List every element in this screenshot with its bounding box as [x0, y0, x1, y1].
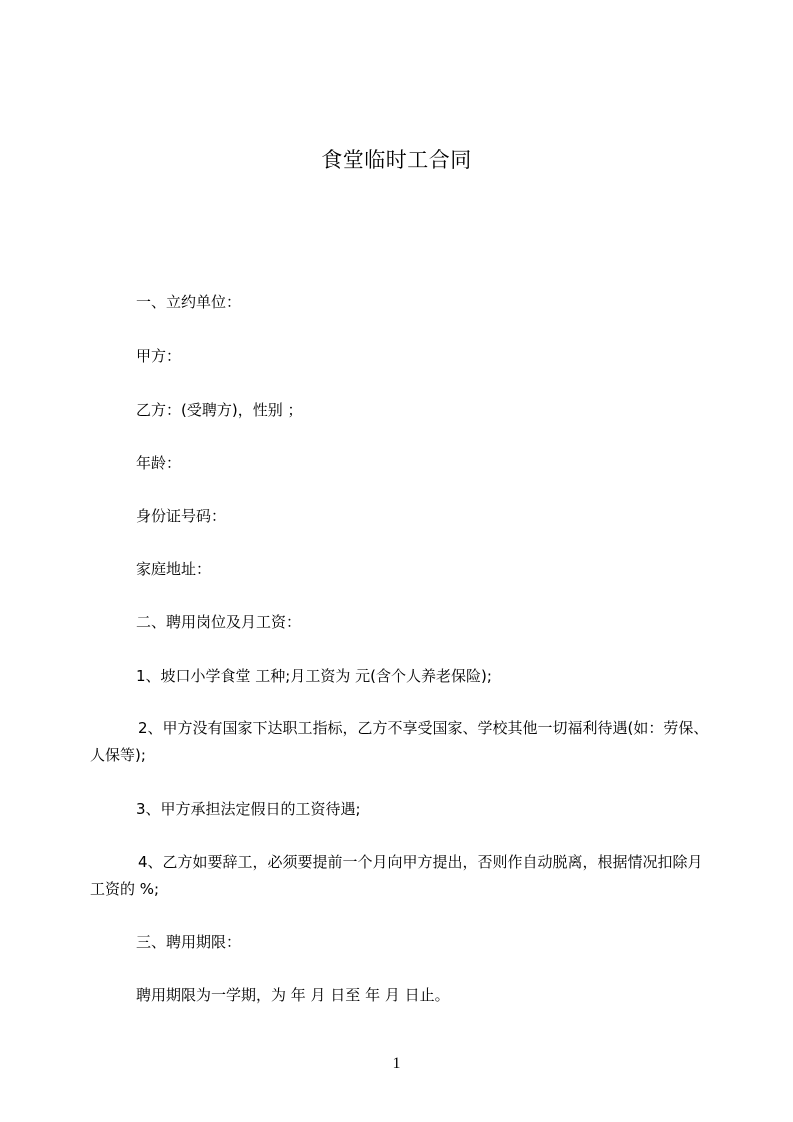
item-2-text: 2、甲方没有国家下达职工指标，乙方不享受国家、学校其他一切福利待遇(如：劳保、人保等);: [90, 719, 709, 764]
id-number-line: 身份证号码：: [136, 507, 227, 525]
item-3-line: 3、甲方承担法定假日的工资待遇;: [136, 800, 361, 818]
section-3-heading: 三、聘用期限：: [136, 933, 242, 951]
address-line: 家庭地址：: [136, 560, 212, 578]
page-number: 1: [392, 1055, 401, 1072]
item-1-line: 1、坡口小学食堂 工种;月工资为 元(含个人养老保险);: [136, 667, 492, 685]
document-title: 食堂临时工合同: [321, 148, 472, 172]
item-2-paragraph: [90, 715, 710, 769]
item-4-text: 4、乙方如要辞工，必须要提前一个月向甲方提出，否则作自动脱离，根据情况扣除月工资的 %;: [90, 853, 703, 898]
age-line: 年龄：: [136, 454, 182, 472]
party-a-line: 甲方：: [136, 347, 182, 365]
item-4-paragraph: [90, 849, 710, 903]
term-line: 聘用期限为一学期，为 年 月 日至 年 月 日止。: [136, 986, 450, 1004]
party-b-line: 乙方：(受聘方)，性别 ；: [136, 401, 303, 419]
section-2-heading: 二、聘用岗位及月工资：: [136, 613, 302, 631]
section-1-heading: 一、立约单位：: [136, 293, 242, 311]
